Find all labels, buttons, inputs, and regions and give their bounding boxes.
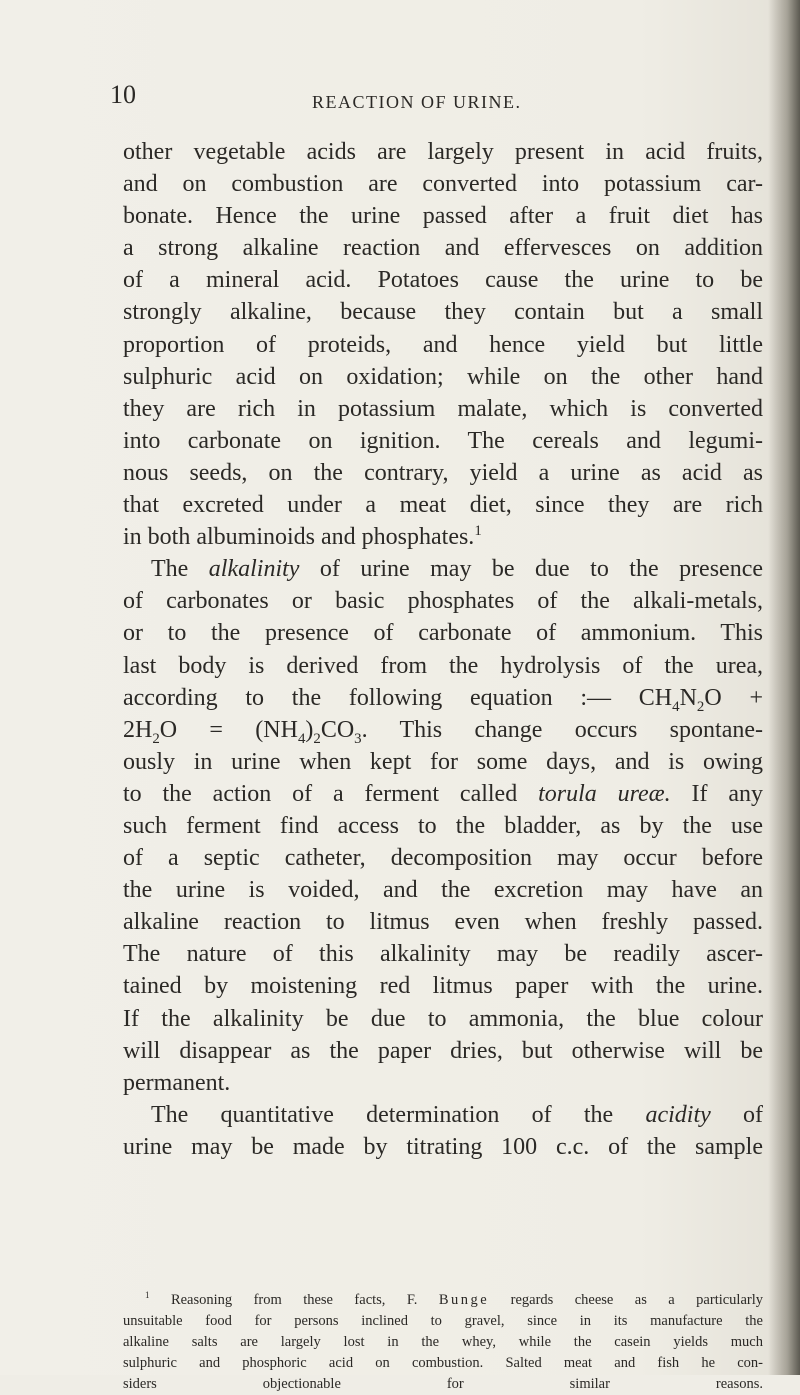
text-fragment: in both albuminoids and phosphates. xyxy=(123,524,475,551)
text-fragment: If any xyxy=(691,780,764,807)
emphasis-acidity: acidity xyxy=(645,1101,711,1128)
text-line: sulphuric acid on oxidation; while on the other hand xyxy=(123,363,763,390)
equation-part: 2H xyxy=(123,716,153,743)
footnote-author-name: Bunge xyxy=(438,1292,490,1308)
page-edge-shadow xyxy=(768,0,800,1375)
text-line: such ferment find access to the bladder, as by the use xyxy=(123,812,763,839)
footnote xyxy=(123,1290,763,1395)
footnote-text: regards cheese as a particularly xyxy=(510,1292,764,1308)
footnote-marker: 1 xyxy=(145,1290,150,1301)
subscript: 2 xyxy=(696,698,705,715)
equation-part: O + xyxy=(704,684,763,711)
body-text xyxy=(123,136,763,1163)
equation-part: CO xyxy=(320,716,355,743)
text-line: alkaline reaction to litmus even when freshly passed. xyxy=(123,909,763,936)
equation-part: ) xyxy=(305,716,314,743)
text-line: a strong alkaline reaction and effervesces on addition xyxy=(123,235,763,262)
text-line: and on combustion are converted into potassium car- xyxy=(123,171,763,198)
text-line: the urine is voided, and the excretion may have an xyxy=(123,877,763,904)
subscript: 2 xyxy=(313,730,321,747)
equation-part: N xyxy=(679,684,697,711)
text-line xyxy=(123,521,763,553)
text-line: or to the presence of carbonate of ammonium. This xyxy=(123,620,763,647)
text-line: of carbonates or basic phosphates of the alkali-metals, xyxy=(123,588,763,615)
subscript: 4 xyxy=(672,698,680,715)
text-line: of a mineral acid. Potatoes cause the urine to be xyxy=(123,267,763,294)
text-line xyxy=(123,1099,763,1131)
page-number: 10 xyxy=(110,80,136,109)
text-line xyxy=(123,714,763,746)
subscript: 4 xyxy=(297,730,306,747)
text-fragment: of xyxy=(743,1101,764,1128)
text-line: will disappear as the paper dries, but otherwise will be xyxy=(123,1037,763,1064)
text-line xyxy=(123,778,763,810)
text-line: last body is derived from the hydrolysis of the urea, xyxy=(123,652,763,679)
footnote-line: unsuitable food for persons inclined to gravel, since in its manufacture the xyxy=(123,1313,763,1329)
text-line: urine may be made by titrating 100 c.c. of the sample xyxy=(123,1133,763,1160)
text-fragment: . This change occurs spontane- xyxy=(361,716,763,743)
text-line: they are rich in potassium malate, which is converted xyxy=(123,395,763,422)
text-line xyxy=(123,682,763,714)
text-line: strongly alkaline, because they contain but a small xyxy=(123,299,763,326)
text-line: into carbonate on ignition. The cereals and legumi- xyxy=(123,427,763,454)
running-head: REACTION OF URINE. xyxy=(312,92,522,112)
text-line: If the alkalinity be due to ammonia, the blue colour xyxy=(123,1005,763,1032)
text-line: other vegetable acids are largely present in acid fruits, xyxy=(123,139,763,165)
text-line: The nature of this alkalinity may be readily ascer- xyxy=(123,941,763,968)
text-fragment: of urine may be due to the presence xyxy=(319,556,764,583)
text-line: proportion of proteids, and hence yield but little xyxy=(123,331,763,358)
text-line: permanent. xyxy=(123,1069,231,1096)
text-line: bonate. Hence the urine passed after a fruit diet has xyxy=(123,203,763,230)
footnote-reference: 1 xyxy=(474,523,482,540)
footnote-line: sulphuric and phosphoric acid on combustion. Salted meat and fish he con- xyxy=(123,1355,763,1371)
text-line: that excreted under a meat diet, since they are rich xyxy=(123,492,763,519)
text-line: of a septic catheter, decomposition may occur before xyxy=(123,845,763,872)
footnote-line xyxy=(123,1290,763,1311)
text-line xyxy=(123,553,763,585)
equation-part: O = (NH xyxy=(159,716,298,743)
footnote-line: siders objectionable for similar reasons. xyxy=(123,1376,763,1392)
text-line: nous seeds, on the contrary, yield a urine as acid as xyxy=(123,459,763,486)
emphasis-alkalinity: alkalinity xyxy=(208,556,300,583)
text-fragment: The quantitative determination of the xyxy=(151,1101,614,1128)
footnote-text: Reasoning from these facts, F. xyxy=(170,1292,418,1308)
emphasis-torula-ureae: torula ureæ. xyxy=(538,780,671,807)
text-fragment: to the action of a ferment called xyxy=(123,780,518,807)
text-line: ously in urine when kept for some days, and is owing xyxy=(123,748,763,775)
text-fragment: The xyxy=(151,556,189,583)
equation-part: according to the following equation :— CH xyxy=(123,684,673,711)
footnote-line: alkaline salts are largely lost in the whey, while the casein yields much xyxy=(123,1334,763,1350)
subscript: 2 xyxy=(152,730,160,747)
subscript: 3 xyxy=(354,730,362,747)
text-line: tained by moistening red litmus paper with the urine. xyxy=(123,973,763,1000)
